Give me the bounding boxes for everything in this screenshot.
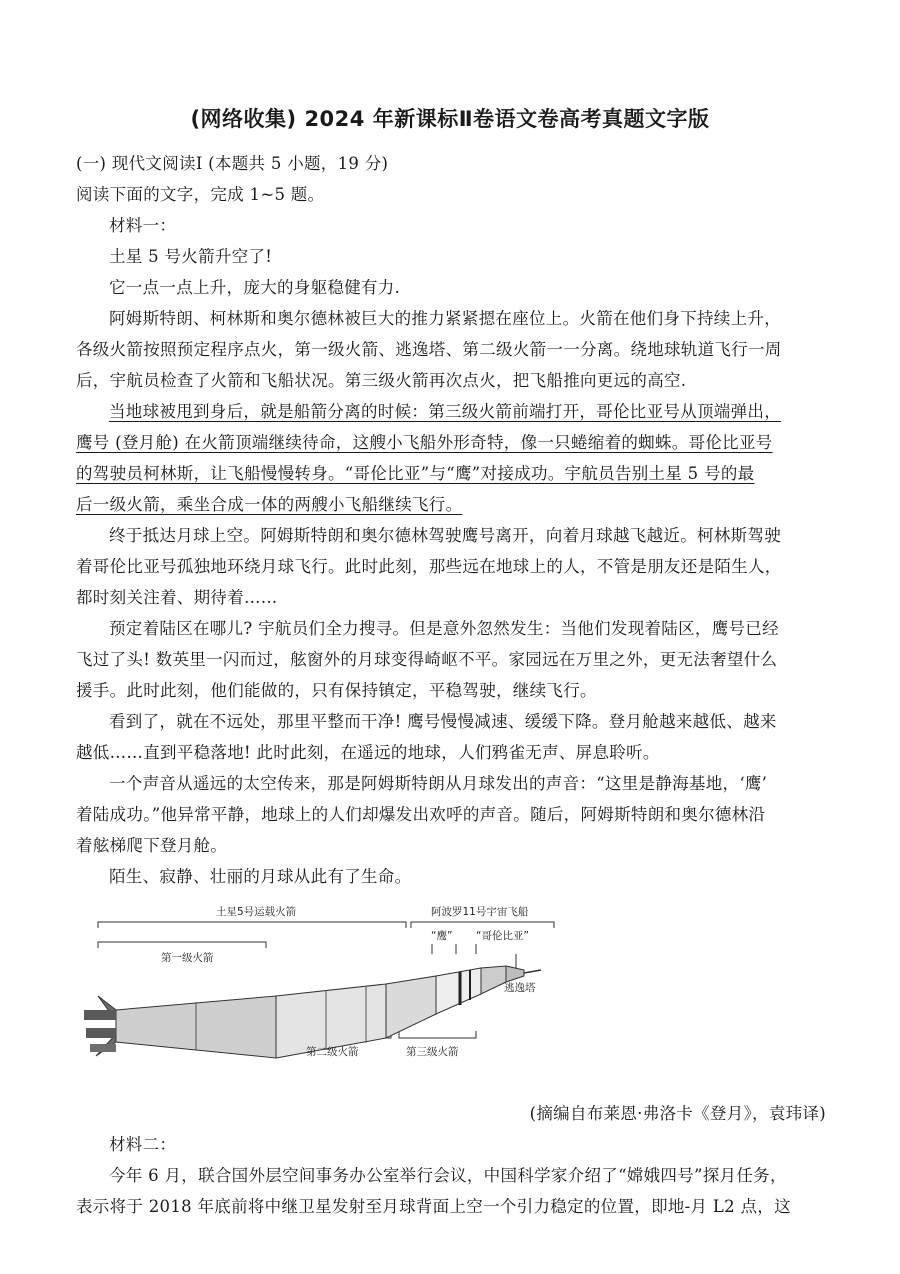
paragraph-line: 后，宇航员检查了火箭和飞船状况。第三级火箭再次点火，把飞船推向更远的高空. [76, 371, 687, 390]
paragraph-line: 今年 6 月，联合国外层空间事务办公室举行会议，中国科学家介绍了“嫦娥四号”探月任务， [109, 1166, 787, 1185]
paragraphs-before-underline [76, 241, 832, 396]
underlined-passage [76, 396, 832, 520]
paragraph-line: 终于抵达月球上空。阿姆斯特朗和奥尔德林驾驶鹰号离开，向着月球越飞越近。柯林斯驾驶 [109, 526, 781, 545]
label-first-stage: 第一级火箭 [161, 952, 214, 964]
paragraph-line: 着舷梯爬下登月舱。 [76, 836, 228, 855]
paragraph-line: 土星 5 号火箭升空了! [109, 247, 273, 266]
label-saturn-v: 土星5号运载火箭 [216, 906, 297, 918]
document-title: (网络收集) 2024 年新课标Ⅱ卷语文卷高考真题文字版 [190, 107, 710, 131]
paragraph-line: 越低……直到平稳落地! 此时此刻，在遥远的地球，人们鸦雀无声、屏息聆听。 [76, 743, 660, 762]
underlined-line: 后一级火箭，乘坐合成一体的两艘小飞船继续飞行。 [76, 495, 463, 514]
material-two-label: 材料二： [109, 1135, 177, 1154]
section-heading: (一) 现代文阅读Ⅰ (本题共 5 小题，19 分) [76, 154, 389, 173]
paragraph-line: 表示将于 2018 年底前将中继卫星发射至月球背面上空一个引力稳定的位置，即地-月 L2 点，这 [76, 1197, 791, 1216]
paragraph-line: 阿姆斯特朗、柯林斯和奥尔德林被巨大的推力紧紧摁在座位上。火箭在他们身下持续上升， [109, 309, 781, 328]
paragraph-line: 陌生、寂静、壮丽的月球从此有了生命。 [109, 867, 412, 886]
rocket-figure [76, 898, 832, 1098]
paragraph-line: 一个声音从遥远的太空传来，那是阿姆斯特朗从月球发出的声音：“这里是静海基地，‘鹰’ [109, 774, 768, 793]
paragraph-line: 着哥伦比亚号孤独地环绕月球飞行。此时此刻，那些远在地球上的人，不管是朋友还是陌生人， [76, 557, 782, 576]
paragraph-line: 着陆成功。”他异常平静，地球上的人们却爆发出欢呼的声音。随后，阿姆斯特朗和奥尔德林沿 [76, 805, 766, 824]
label-columbia: “哥伦比亚” [476, 930, 529, 942]
label-third-stage: 第三级火箭 [406, 1046, 459, 1058]
label-apollo-11: 阿波罗11号宇宙飞船 [431, 906, 529, 918]
label-eagle: “鹰” [431, 930, 453, 942]
underlined-line: 的驾驶员柯林斯，让飞船慢慢转身。“哥伦比亚”与“鹰”对接成功。宇航员告别土星 5 号的最 [76, 464, 755, 483]
material-one-label: 材料一： [109, 216, 177, 235]
paragraph-line: 都时刻关注着、期待着…… [76, 588, 278, 607]
document-body [76, 148, 832, 1222]
paragraph-line: 飞过了头! 数英里一闪而过，舷窗外的月球变得崎岖不平。家园远在万里之外，更无法奢望什么 [76, 650, 778, 669]
label-second-stage: 第二级火箭 [306, 1046, 359, 1058]
paragraphs-after-underline [76, 520, 832, 892]
label-escape-tower: 逃逸塔 [504, 982, 536, 994]
paragraph-line: 看到了，就在不远处，那里平整而干净! 鹰号慢慢减速、缓缓下降。登月舱越来越低、越来 [109, 712, 777, 731]
paragraph-line: 援手。此时此刻，他们能做的，只有保持镇定，平稳驾驶，继续飞行。 [76, 681, 597, 700]
source-citation: (摘编自布莱恩·弗洛卡《登月》，袁玮译) [529, 1104, 826, 1123]
underlined-line: 当地球被甩到身后，就是船箭分离的时候：第三级火箭前端打开，哥伦比亚号从顶端弹出， [109, 402, 781, 421]
underlined-line: 鹰号 (登月舱) 在火箭顶端继续待命，这艘小飞船外形奇特，像一只蜷缩着的蜘蛛。哥伦比亚号 [76, 433, 773, 452]
paragraph-line: 各级火箭按照预定程序点火，第一级火箭、逃逸塔、第二级火箭一一分离。绕地球轨道飞行一周 [76, 340, 782, 359]
paragraph-line: 它一点一点上升，庞大的身躯稳健有力. [109, 278, 401, 297]
instruction: 阅读下面的文字，完成 1~5 题。 [76, 185, 325, 204]
rocket-illustration [76, 898, 832, 1098]
paragraph-line: 预定着陆区在哪儿? 宇航员们全力搜寻。但是意外忽然发生：当他们发现着陆区，鹰号已经 [109, 619, 779, 638]
